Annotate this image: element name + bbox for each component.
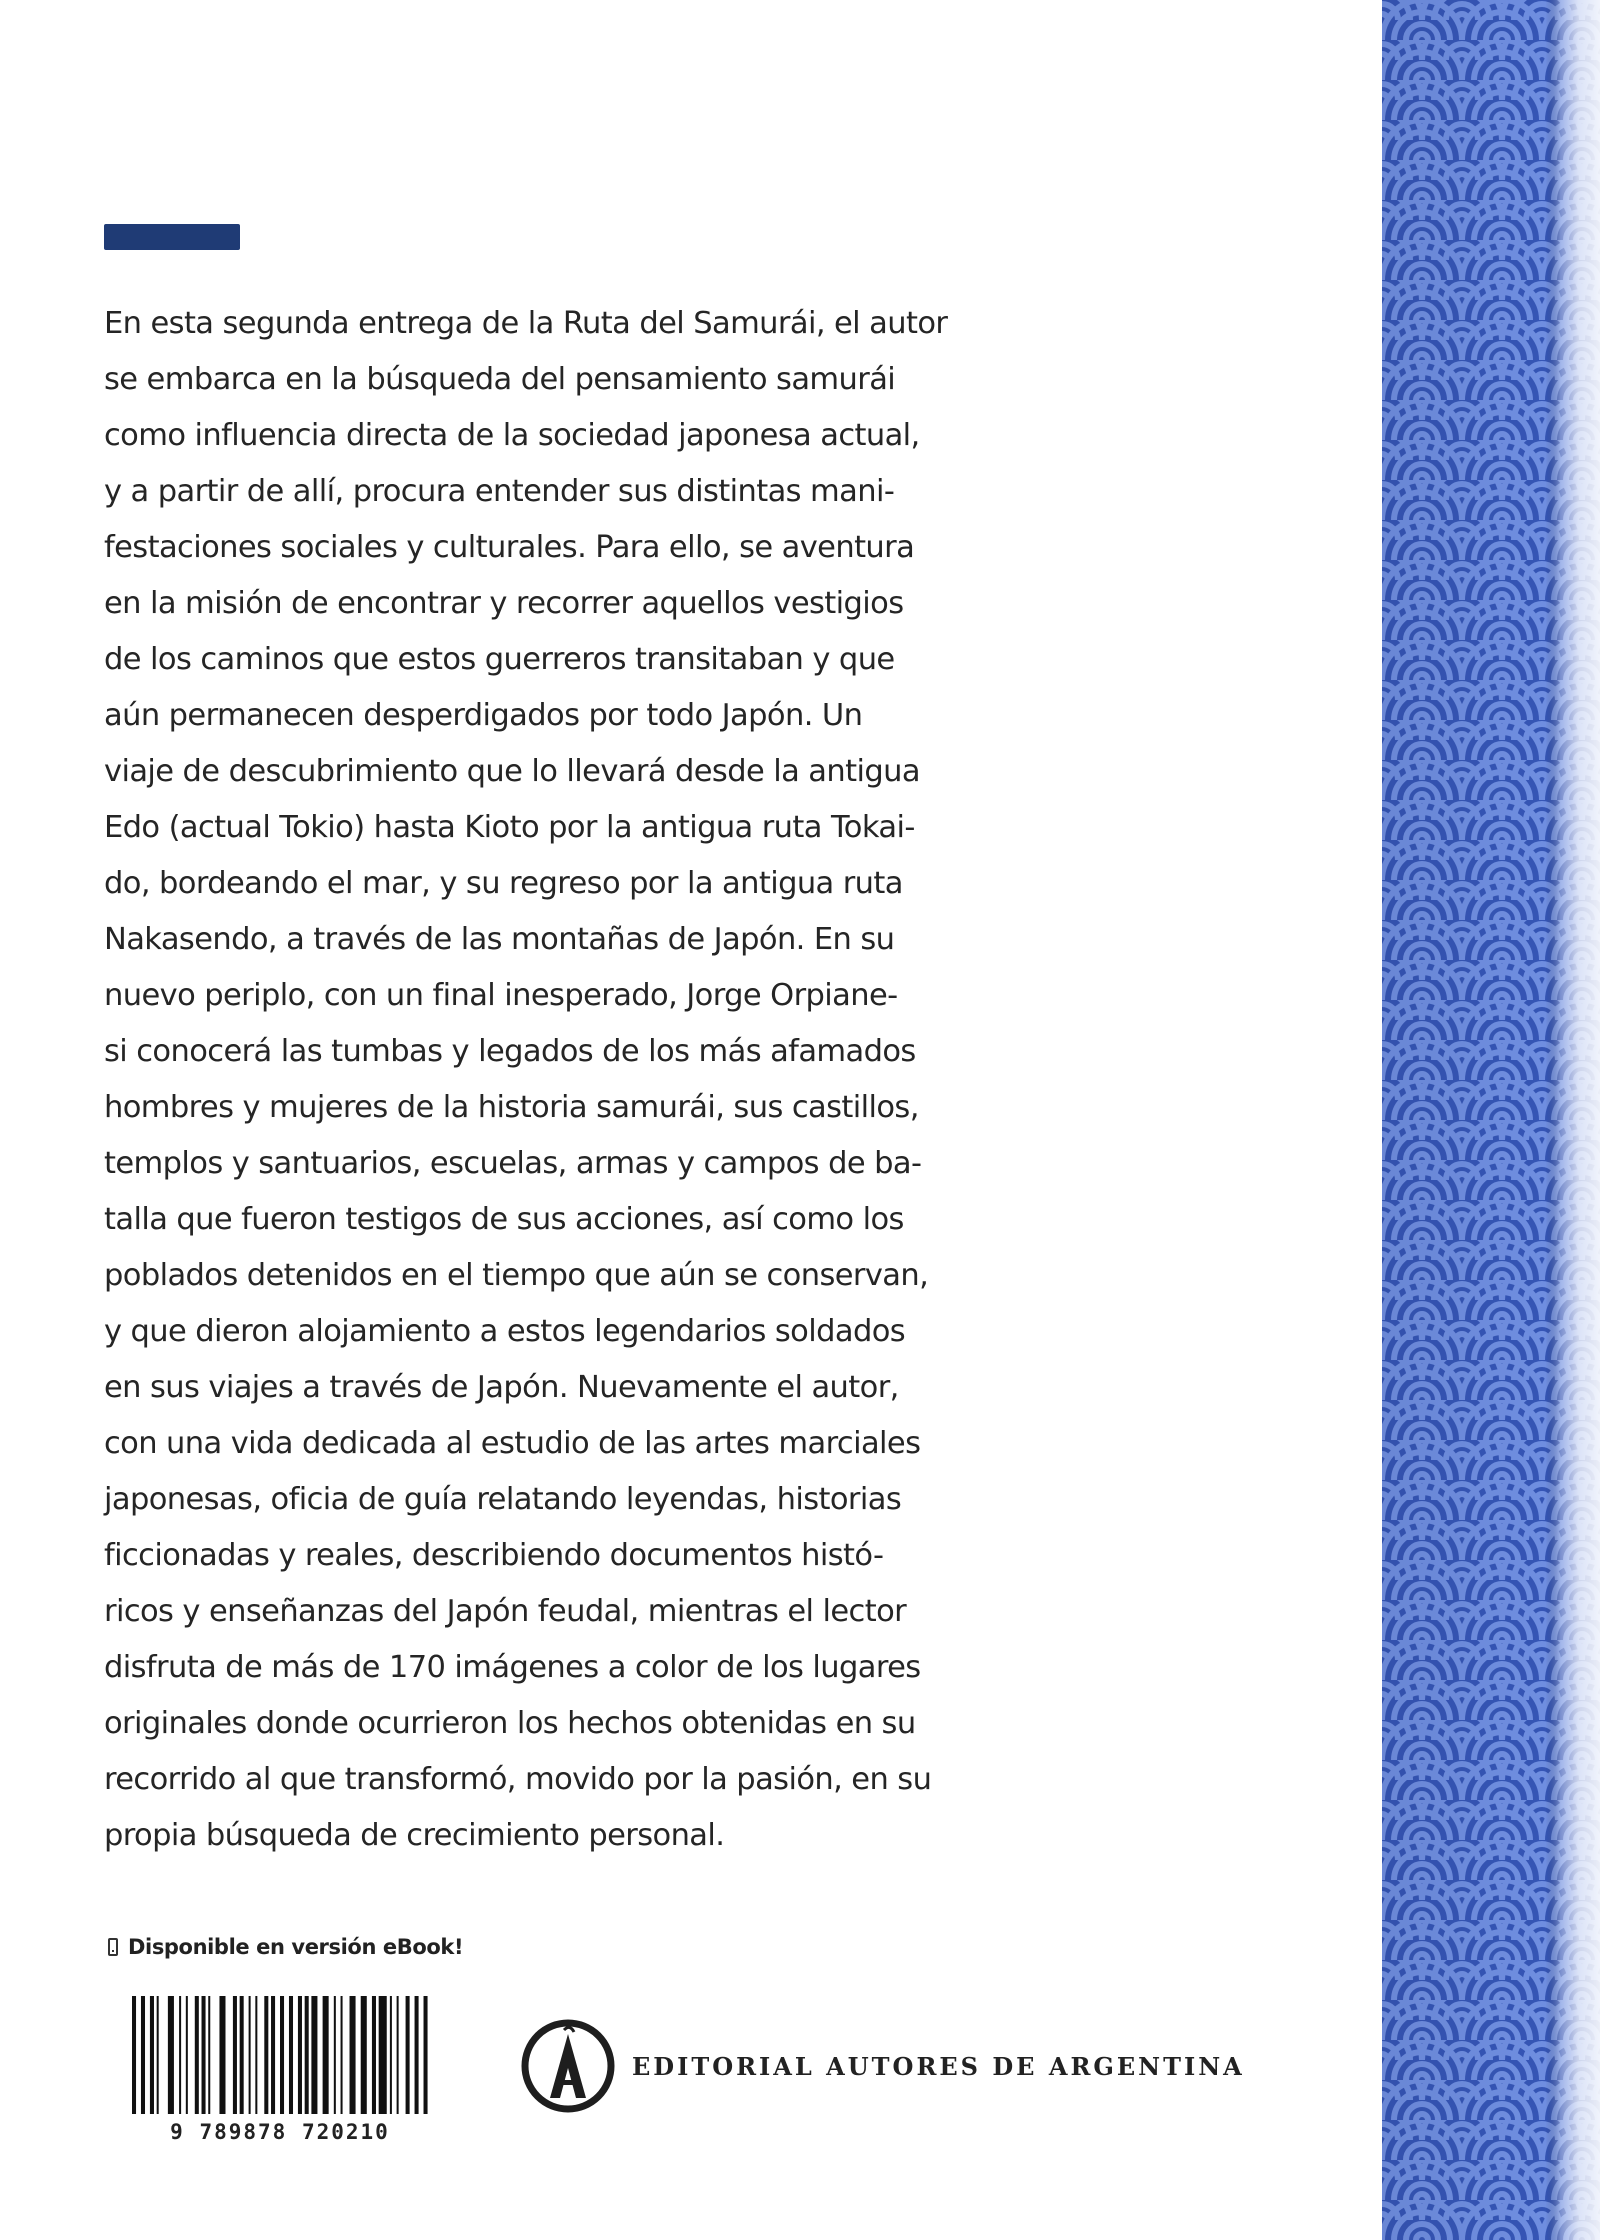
synopsis-line: si conocerá las tumbas y legados de los más afamados	[104, 1034, 916, 1069]
synopsis-line: se embarca en la búsqueda del pensamiento samurái	[104, 362, 896, 397]
synopsis-line: originales donde ocurrieron los hechos obtenidas en su	[104, 1706, 916, 1741]
barcode-bar	[390, 1996, 392, 2114]
barcode-bar	[186, 1996, 188, 2114]
synopsis-line: ricos y enseñanzas del Japón feudal, mientras el lector	[104, 1594, 907, 1629]
barcode-bar	[202, 1996, 206, 2114]
synopsis-line: con una vida dedicada al estudio de las artes marciales	[104, 1426, 921, 1461]
barcode-digits: 9 789878 720210	[170, 2120, 390, 2144]
barcode-bar	[372, 1996, 376, 2114]
publisher	[520, 2018, 1245, 2114]
barcode-bars	[130, 1996, 430, 2114]
barcode-bar	[132, 1996, 136, 2114]
synopsis-line: poblados detenidos en el tiempo que aún se conservan,	[104, 1258, 929, 1293]
barcode-bar	[240, 1996, 244, 2114]
ebook-label: Disponible en versión eBook!	[128, 1935, 464, 1959]
synopsis-line: viaje de descubrimiento que lo llevará desde la antigua	[104, 754, 920, 789]
barcode-bar	[255, 1996, 257, 2114]
barcode-bar	[289, 1996, 293, 2114]
synopsis-line: en la misión de encontrar y recorrer aquellos vestigios	[104, 586, 904, 621]
barcode-bar	[361, 1996, 367, 2114]
synopsis-line: templos y santuarios, escuelas, armas y campos de ba-	[104, 1146, 922, 1181]
barcode-bar	[379, 1996, 387, 2114]
barcode-bar	[341, 1996, 343, 2114]
barcode-bar	[350, 1996, 356, 2114]
synopsis-line: como influencia directa de la sociedad japonesa actual,	[104, 418, 920, 453]
synopsis-line: disfruta de más de 170 imágenes a color de los lugares	[104, 1650, 921, 1685]
barcode-bar	[168, 1996, 174, 2114]
synopsis-line: nuevo periplo, con un final inesperado, Jorge Orpiane-	[104, 978, 898, 1013]
synopsis-text	[104, 296, 984, 1864]
barcode-bar	[233, 1996, 237, 2114]
barcode-bar	[323, 1996, 329, 2114]
synopsis-line: japonesas, oficia de guía relatando leyendas, historias	[104, 1482, 902, 1517]
synopsis-line: ficcionadas y reales, describiendo documentos histó-	[104, 1538, 884, 1573]
barcode-bar	[264, 1996, 268, 2114]
synopsis-line: propia búsqueda de crecimiento personal.	[104, 1818, 725, 1853]
synopsis-line: do, bordeando el mar, y su regreso por la antigua ruta	[104, 866, 903, 901]
barcode-bar	[406, 1996, 410, 2114]
synopsis-line: en sus viajes a través de Japón. Nuevamente el autor,	[104, 1370, 899, 1405]
barcode-bar	[249, 1996, 251, 2114]
barcode-bar	[150, 1996, 154, 2114]
publisher-name: EDITORIAL AUTORES DE ARGENTINA	[632, 2051, 1245, 2081]
synopsis-line: de los caminos que estos guerreros transitaban y que	[104, 642, 895, 677]
phone-icon	[108, 1938, 118, 1956]
synopsis-line: aún permanecen desperdigados por todo Japón. Un	[104, 698, 863, 733]
barcode-bar	[157, 1996, 159, 2114]
barcode-bar	[208, 1996, 210, 2114]
barcode	[130, 1996, 430, 2146]
barcode-bar	[424, 1996, 428, 2114]
synopsis-line: Edo (actual Tokio) hasta Kioto por la antigua ruta Tokai-	[104, 810, 915, 845]
ebook-notice	[108, 1930, 463, 1964]
synopsis-line: hombres y mujeres de la historia samurái, sus castillos,	[104, 1090, 919, 1125]
publisher-logo-icon	[520, 2018, 616, 2114]
barcode-bar	[397, 1996, 399, 2114]
synopsis-line: En esta segunda entrega de la Ruta del Samurái, el autor	[104, 306, 948, 341]
synopsis-line: Nakasendo, a través de las montañas de Japón. En su	[104, 922, 895, 957]
barcode-bar	[415, 1996, 419, 2114]
barcode-bar	[334, 1996, 336, 2114]
spine-pattern	[1382, 0, 1600, 2240]
barcode-bar	[305, 1996, 309, 2114]
barcode-bar	[141, 1996, 145, 2114]
synopsis-line: y a partir de allí, procura entender sus distintas mani-	[104, 474, 895, 509]
barcode-bar	[179, 1996, 181, 2114]
barcode-bar	[298, 1996, 302, 2114]
barcode-bar	[280, 1996, 284, 2114]
barcode-bar	[311, 1996, 317, 2114]
barcode-bar	[195, 1996, 199, 2114]
synopsis-line: recorrido al que transformó, movido por la pasión, en su	[104, 1762, 932, 1797]
accent-bar	[104, 224, 240, 250]
synopsis-line: talla que fueron testigos de sus acciones, así como los	[104, 1202, 904, 1237]
synopsis-line: y que dieron alojamiento a estos legendarios soldados	[104, 1314, 906, 1349]
barcode-bar	[271, 1996, 275, 2114]
barcode-bar	[219, 1996, 225, 2114]
synopsis-line: festaciones sociales y culturales. Para ello, se aventura	[104, 530, 915, 565]
